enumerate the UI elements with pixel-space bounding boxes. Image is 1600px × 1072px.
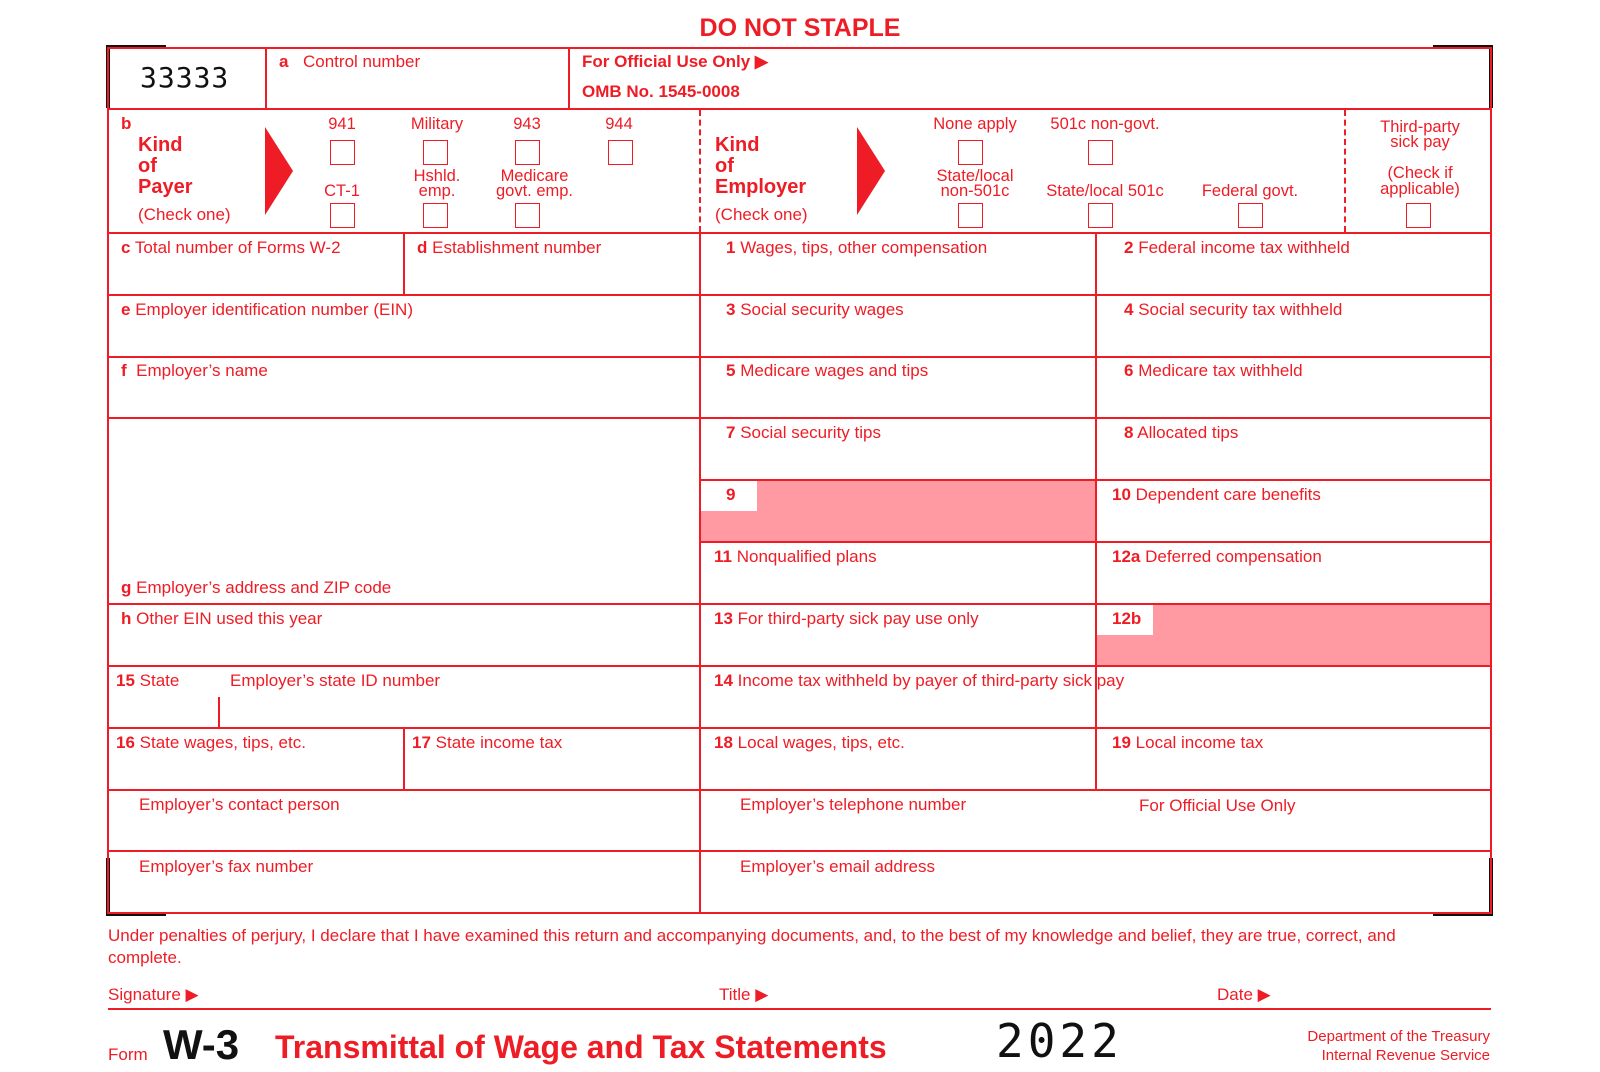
employer-none-label: None apply	[933, 115, 1017, 133]
box-15-label: 15 State	[116, 671, 180, 690]
form-title: Transmittal of Wage and Tax Statements	[275, 1029, 887, 1065]
box-8-label: 8 Allocated tips	[1124, 423, 1239, 442]
third-party-label-3: (Check if	[1387, 164, 1453, 182]
frame-left	[107, 47, 109, 914]
rule-row-2	[108, 232, 1491, 234]
form-word: Form	[108, 1045, 148, 1064]
box-8-field[interactable]	[1100, 447, 1486, 475]
box-c-label: c Total number of Forms W-2	[121, 238, 341, 257]
payer-941-checkbox[interactable]	[330, 140, 355, 165]
payer-944-checkbox[interactable]	[608, 140, 633, 165]
rule-row-10	[108, 727, 1491, 729]
box-10-label: 10 Dependent care benefits	[1112, 485, 1321, 504]
box-12b-shade	[1097, 605, 1490, 665]
box-17-label: 17 State income tax	[412, 733, 563, 752]
kind-of-employer-title-2: of	[715, 155, 734, 177]
employer-state-non501c-label-1: State/local	[936, 167, 1014, 185]
payer-military-checkbox[interactable]	[423, 140, 448, 165]
payer-941-label: 941	[328, 115, 356, 133]
kind-of-payer-title-2: of	[138, 155, 157, 177]
box-7-label: 7 Social security tips	[726, 423, 881, 442]
telephone-field[interactable]	[704, 819, 1090, 847]
department-line-2: Internal Revenue Service	[1321, 1047, 1490, 1064]
kind-of-employer-title-3: Employer	[715, 176, 807, 198]
rule-row-5	[108, 417, 1491, 419]
kind-of-payer-hint: (Check one)	[138, 205, 231, 224]
box-5-label: 5 Medicare wages and tips	[726, 361, 929, 380]
kind-of-payer-title-3: Payer	[138, 176, 193, 198]
box-16-field[interactable]	[112, 757, 398, 785]
box-2-label: 2 Federal income tax withheld	[1124, 238, 1350, 257]
box-h-label: h Other EIN used this year	[121, 609, 323, 628]
rule-row-12	[108, 850, 1491, 852]
box-15-state-field[interactable]	[112, 695, 212, 723]
email-label: Employer’s email address	[740, 857, 935, 876]
form-number: W-3	[163, 1021, 240, 1068]
box-9-number: 9	[726, 485, 736, 504]
control-number-field[interactable]	[272, 76, 562, 104]
box-13-label: 13 For third-party sick pay use only	[714, 609, 979, 628]
payer-hshld-label-1: Hshld.	[413, 167, 461, 185]
department-line-1: Department of the Treasury	[1307, 1028, 1490, 1045]
frame-bottom	[108, 912, 1491, 914]
box-6-label: 6 Medicare tax withheld	[1124, 361, 1303, 380]
box-14-field[interactable]	[704, 695, 1486, 723]
box-19-field[interactable]	[1100, 757, 1486, 785]
box-4-label: 4 Social security tax withheld	[1124, 300, 1343, 319]
box-11-label: 11 Nonqualified plans	[714, 547, 877, 566]
employer-federal-checkbox[interactable]	[1238, 203, 1263, 228]
perjury-statement-line-1: Under penalties of perjury, I declare that I have examined this return and accompanying documents, and, to the best of my knowledge and belief, they are true, correct, and	[108, 926, 1396, 945]
payer-medicare-checkbox[interactable]	[515, 203, 540, 228]
box-1-label: 1 Wages, tips, other compensation	[726, 238, 988, 257]
box-g-label: g Employer’s address and ZIP code	[121, 578, 392, 597]
box-6-field[interactable]	[1100, 385, 1486, 413]
rule-col-middle	[699, 232, 701, 913]
box-12a-field[interactable]	[1100, 571, 1486, 599]
rule-dashed-thirdparty	[1344, 110, 1346, 232]
box-g-field[interactable]	[112, 422, 694, 572]
box-e-label: e Employer identification number (EIN)	[121, 300, 413, 319]
box-f-field[interactable]	[112, 385, 694, 413]
telephone-label: Employer’s telephone number	[740, 795, 967, 814]
control-number-letter: a	[279, 52, 289, 71]
employer-state-non501c-checkbox[interactable]	[958, 203, 983, 228]
kind-of-employer-title-1: Kind	[715, 134, 760, 156]
signature-rule	[108, 1008, 1491, 1010]
rule-dashed-kind	[699, 110, 701, 232]
rule-row-9	[108, 665, 1491, 667]
form-year: 2022	[996, 1014, 1123, 1068]
employer-state-non501c-label-2: non-501c	[940, 182, 1010, 200]
box-7-field[interactable]	[704, 447, 1090, 475]
box-13-field[interactable]	[704, 633, 1090, 661]
box-9-shade	[701, 481, 1095, 541]
box-c-field[interactable]	[112, 262, 398, 290]
box-4-field[interactable]	[1100, 324, 1486, 352]
box-12a-label: 12a Deferred compensation	[1112, 547, 1322, 566]
state-id-field[interactable]	[224, 695, 694, 723]
box-d-label: d Establishment number	[417, 238, 602, 257]
payer-medicare-label-1: Medicare	[500, 167, 569, 185]
state-id-label: Employer’s state ID number	[230, 671, 441, 690]
official-use-only-label: For Official Use Only	[1139, 796, 1296, 815]
fax-label: Employer’s fax number	[139, 857, 314, 876]
rule-col-control	[265, 47, 267, 109]
box-14-label: 14 Income tax withheld by payer of third-party sick pay	[714, 671, 1125, 690]
box-11-field[interactable]	[704, 571, 1090, 599]
payer-ct1-checkbox[interactable]	[330, 203, 355, 228]
title-label: Title ▶	[719, 985, 769, 1004]
payer-medicare-label-2: govt. emp.	[495, 182, 574, 200]
payer-ct1-label: CT-1	[324, 182, 360, 200]
box-18-label: 18 Local wages, tips, etc.	[714, 733, 905, 752]
box-h-field[interactable]	[112, 633, 694, 661]
employer-arrow-icon	[857, 127, 885, 215]
third-party-label-2: sick pay	[1390, 133, 1450, 151]
box-12b-number: 12b	[1112, 609, 1142, 628]
rule-row-1	[108, 108, 1491, 110]
box-5-field[interactable]	[704, 385, 1090, 413]
frame-top	[108, 47, 1491, 49]
email-field[interactable]	[704, 881, 1486, 909]
kind-of-payer-letter: b	[121, 114, 132, 133]
rule-col-c-d	[403, 232, 405, 294]
rule-col-official	[568, 47, 570, 109]
contact-person-label: Employer’s contact person	[139, 795, 340, 814]
date-field[interactable]	[1280, 978, 1485, 1006]
employer-federal-label: Federal govt.	[1201, 182, 1299, 200]
box-e-field[interactable]	[112, 324, 694, 352]
rule-row-4	[108, 356, 1491, 358]
rule-col-state	[218, 697, 220, 728]
rule-row-11	[108, 789, 1491, 791]
employer-state-501c-label: State/local 501c	[1046, 182, 1164, 200]
fax-field[interactable]	[112, 881, 694, 909]
employer-none-checkbox[interactable]	[958, 140, 983, 165]
box-10-field[interactable]	[1100, 509, 1486, 537]
payer-943-label: 943	[513, 115, 541, 133]
payer-hshld-checkbox[interactable]	[423, 203, 448, 228]
payer-943-checkbox[interactable]	[515, 140, 540, 165]
signature-label: Signature ▶	[108, 985, 199, 1004]
title-field[interactable]	[780, 978, 1200, 1006]
box-17-field[interactable]	[408, 757, 694, 785]
employer-state-501c-checkbox[interactable]	[1088, 203, 1113, 228]
control-number-label: Control number	[303, 52, 421, 71]
third-party-label-4: applicable)	[1380, 180, 1460, 198]
omb-number: OMB No. 1545-0008	[582, 82, 740, 101]
box-3-field[interactable]	[704, 324, 1090, 352]
date-label: Date ▶	[1217, 985, 1271, 1004]
box-19-label: 19 Local income tax	[1112, 733, 1264, 752]
contact-person-field[interactable]	[112, 819, 694, 847]
form-code: 33333	[140, 61, 230, 94]
box-18-field[interactable]	[704, 757, 1090, 785]
signature-field[interactable]	[205, 978, 705, 1006]
rule-col-16-17	[403, 727, 405, 789]
box-3-label: 3 Social security wages	[726, 300, 904, 319]
perjury-statement-line-2: complete.	[108, 948, 182, 967]
payer-hshld-label-2: emp.	[418, 182, 456, 200]
box-d-field[interactable]	[408, 262, 694, 290]
do-not-staple-heading: DO NOT STAPLE	[699, 14, 901, 42]
third-party-checkbox[interactable]	[1406, 203, 1431, 228]
payer-military-label: Military	[410, 115, 464, 133]
kind-of-payer-title-1: Kind	[138, 134, 183, 156]
frame-right	[1490, 47, 1492, 914]
payer-944-label: 944	[605, 115, 633, 133]
box-1-field[interactable]	[704, 262, 1090, 290]
box-16-label: 16 State wages, tips, etc.	[116, 733, 306, 752]
official-use-label: For Official Use Only ▶	[582, 52, 768, 71]
payer-arrow-icon	[265, 127, 293, 215]
third-party-label-1: Third-party	[1380, 118, 1460, 136]
box-2-field[interactable]	[1100, 262, 1486, 290]
kind-of-employer-hint: (Check one)	[715, 205, 808, 224]
employer-501c-label: 501c non-govt.	[1050, 115, 1160, 133]
employer-501c-checkbox[interactable]	[1088, 140, 1113, 165]
rule-row-3	[108, 294, 1491, 296]
box-f-label: f Employer’s name	[121, 361, 268, 380]
